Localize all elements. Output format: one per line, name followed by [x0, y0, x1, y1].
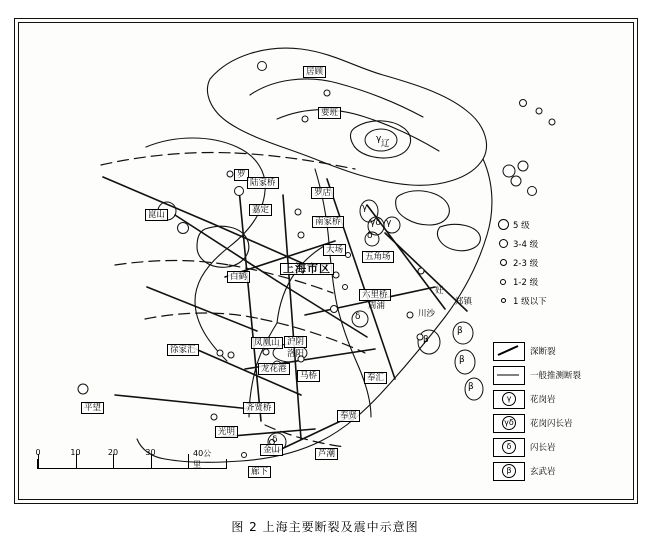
legend-symbol-row	[493, 339, 597, 363]
rock-symbol-label: γδ	[370, 218, 381, 228]
legend-magnitude	[493, 215, 585, 310]
place-label: 大场	[323, 244, 346, 256]
legend-symbol-label: 闪长岩	[530, 443, 556, 453]
legend-symbol-label: 花岗岩	[530, 395, 556, 405]
legend-magnitude-row	[493, 291, 585, 310]
rock-glyph: γ	[502, 392, 516, 406]
scale-bar	[35, 448, 227, 469]
rock-symbol-label: γ	[386, 218, 392, 228]
place-label: 金山	[260, 444, 283, 456]
legend-magnitude-label: 3-4 级	[513, 239, 539, 250]
legend-magnitude-row	[493, 234, 585, 253]
legend-symbol-row	[493, 435, 597, 459]
epicenter-dot-icon	[493, 219, 513, 230]
legend-symbol-row	[493, 459, 597, 483]
scale-tick-label: 0	[35, 448, 41, 457]
rock-symbol-label: γ	[362, 203, 368, 213]
rock-symbol-label: δ	[355, 312, 361, 322]
legend-magnitude-label: 2-3 级	[513, 258, 539, 269]
scale-tick-label: 30	[145, 448, 156, 457]
rock-glyph: δ	[502, 440, 516, 454]
place-label: 六里桥	[359, 289, 391, 301]
figure-caption: 图 2 上海主要断裂及震中示意图	[231, 520, 419, 534]
scale-tick-label: 10	[70, 448, 81, 457]
place-label: 川沙	[418, 309, 436, 319]
legend-symbol-label: 花岗闪长岩	[530, 419, 573, 429]
rock-symbol-label: γ	[376, 134, 382, 144]
place-label: 郑镇	[455, 297, 473, 307]
legend-symbol-row	[493, 387, 597, 411]
legend-symbol-row	[493, 363, 597, 387]
place-label: 沪阴	[284, 336, 307, 348]
place-label: 廊下	[248, 466, 271, 478]
scale-unit-label: 40公里	[193, 449, 212, 469]
legend-magnitude-row	[493, 215, 585, 234]
place-label: 奉贤	[337, 410, 360, 422]
place-label: 龙花港	[258, 363, 290, 375]
epicenter-dot-icon	[493, 279, 513, 285]
legend-magnitude-label: 1 级以下	[513, 296, 547, 307]
legend-symbols	[493, 339, 597, 483]
place-label: 辽	[381, 139, 390, 149]
place-label: 妊	[435, 286, 444, 296]
legend-magnitude-label: 5 级	[513, 220, 530, 231]
place-label: 罗店	[311, 187, 334, 199]
place-label: 奉汇	[364, 372, 387, 384]
place-label: 芦潮	[315, 448, 338, 460]
legend-symbol-row	[493, 411, 597, 435]
rock-symbol-icon	[493, 438, 525, 457]
epicenter-dot-icon	[493, 298, 513, 303]
scale-tick-label: 20	[107, 448, 119, 457]
epicenter-dot-icon	[493, 239, 513, 248]
legend-symbol-label: 玄武岩	[530, 467, 556, 477]
map-frame	[14, 18, 638, 504]
legend-magnitude-row	[493, 272, 585, 291]
rock-symbol-icon	[493, 462, 525, 481]
fault-line-icon	[493, 342, 525, 361]
rock-glyph: γδ	[502, 416, 516, 430]
place-label: 白鹤	[227, 271, 250, 283]
legend-symbol-label: 一般推测断裂	[530, 371, 582, 381]
rock-symbol-icon	[493, 390, 525, 409]
place-label: 罗	[234, 169, 249, 181]
place-label: 上海市区	[280, 263, 334, 275]
rock-symbol-label: δ	[367, 231, 373, 241]
place-label: 要班	[318, 107, 341, 119]
place-label: 居顾	[303, 66, 326, 78]
place-label: 平望	[81, 402, 104, 414]
legend-symbol-label: 深断裂	[530, 347, 556, 357]
place-label: 光明	[215, 426, 238, 438]
rock-glyph: β	[502, 464, 516, 478]
place-label: 陆家桥	[247, 177, 279, 189]
place-label: 凤凰山	[251, 337, 283, 349]
rock-symbol-icon	[493, 414, 525, 433]
place-label: 马桥	[297, 370, 320, 382]
rock-symbol-label: β	[459, 355, 465, 365]
place-label: 南家桥	[312, 216, 344, 228]
scale-tick	[188, 454, 189, 468]
rock-symbol-label: δ	[272, 435, 278, 445]
rock-symbol-label: β	[457, 326, 463, 336]
epicenter-dot-icon	[493, 259, 513, 266]
place-label: 嘉定	[249, 204, 272, 216]
place-label: 五角场	[362, 251, 394, 263]
place-label: 洛阳	[287, 349, 305, 359]
place-label: 齐贤桥	[243, 402, 275, 414]
legend-magnitude-row	[493, 253, 585, 272]
rock-symbol-label: β	[468, 382, 474, 392]
place-label: 徐家汇	[167, 344, 199, 356]
place-label: 周浦	[368, 301, 386, 311]
place-label: 崑山	[145, 209, 168, 221]
rock-symbol-label: β	[423, 335, 429, 345]
legend-magnitude-label: 1-2 级	[513, 277, 539, 288]
fault-line-icon	[493, 366, 525, 385]
